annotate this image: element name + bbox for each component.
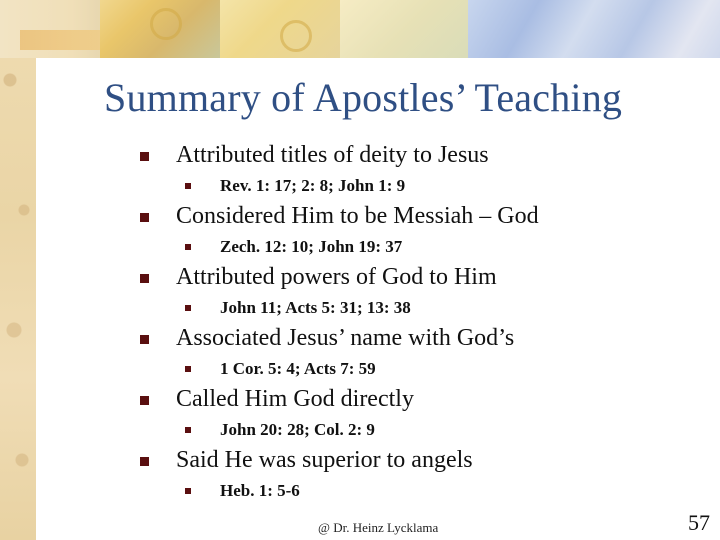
bullet-square-icon bbox=[140, 152, 149, 161]
main-point: Attributed powers of God to Him bbox=[176, 264, 497, 290]
main-point: Attributed titles of deity to Jesus bbox=[176, 142, 489, 168]
bullet-square-icon bbox=[140, 213, 149, 222]
sub-bullet-square-icon bbox=[185, 244, 191, 250]
scripture-reference: Heb. 1: 5-6 bbox=[220, 481, 300, 500]
slide-title: Summary of Apostles’ Teaching bbox=[104, 75, 623, 120]
bullet-square-icon bbox=[140, 274, 149, 283]
banner-corner-accent bbox=[20, 30, 100, 50]
sub-bullet-square-icon bbox=[185, 305, 191, 311]
scripture-reference: John 11; Acts 5: 31; 13: 38 bbox=[220, 298, 411, 317]
bullet-square-icon bbox=[140, 396, 149, 405]
main-point: Considered Him to be Messiah – God bbox=[176, 203, 539, 229]
banner-leaf-segment bbox=[220, 0, 340, 58]
sub-bullet-square-icon bbox=[185, 366, 191, 372]
top-decorative-banner bbox=[0, 0, 720, 58]
banner-swirl-ornament bbox=[280, 20, 312, 52]
main-point: Called Him God directly bbox=[176, 386, 414, 412]
sub-bullet-square-icon bbox=[185, 427, 191, 433]
banner-swirl-ornament bbox=[150, 8, 182, 40]
bullet-square-icon bbox=[140, 335, 149, 344]
page-number: 57 bbox=[688, 510, 710, 535]
bullet-square-icon bbox=[140, 457, 149, 466]
slide-footer: @ Dr. Heinz Lycklama bbox=[318, 520, 439, 535]
scripture-reference: John 20: 28; Col. 2: 9 bbox=[220, 420, 375, 439]
sub-bullet-square-icon bbox=[185, 183, 191, 189]
banner-floral-segment bbox=[468, 0, 720, 58]
sub-bullet-square-icon bbox=[185, 488, 191, 494]
left-decorative-border bbox=[0, 0, 36, 540]
banner-leaf-segment bbox=[340, 0, 470, 58]
scripture-reference: Rev. 1: 17; 2: 8; John 1: 9 bbox=[220, 176, 406, 195]
main-point: Said He was superior to angels bbox=[176, 447, 473, 473]
scripture-reference: 1 Cor. 5: 4; Acts 7: 59 bbox=[220, 359, 376, 378]
main-point: Associated Jesus’ name with God’s bbox=[176, 325, 515, 351]
scripture-reference: Zech. 12: 10; John 19: 37 bbox=[220, 237, 403, 256]
